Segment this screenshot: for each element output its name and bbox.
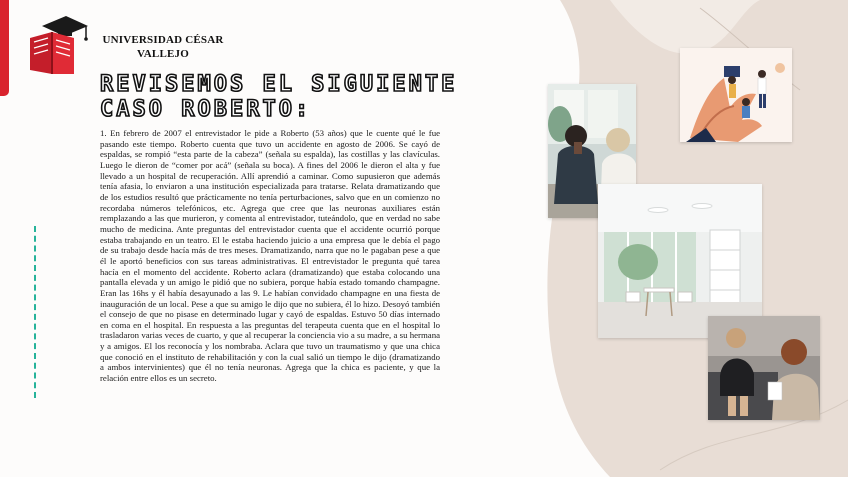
title-line2: CASO ROBERTO: — [100, 97, 312, 122]
clinic-room-photo-icon — [598, 184, 762, 338]
dashed-divider — [34, 226, 36, 398]
title-line1: REVISEMOS EL SIGUIENTE — [100, 72, 458, 97]
university-name-line1: UNIVERSIDAD CÉSAR — [102, 34, 224, 46]
university-name — [98, 33, 228, 61]
case-text: 1. En febrero de 2007 el entrevistador le pide a Roberto (53 años) que le cuente qué le fue pasando este tiempo. Roberto cuenta que tuvo un accidente en agosto de 2006. Se cayó de espaldas, se rompió “esta parte de la cabeza” (señala su espalda), las costillas y las clavículas. Luego le dieron de “comer por acá” (señala su boca). A fines del 2006 le dieron el alta y fue llevado a un hospital de recuperación. Allí aprendió a caminar. Como supusieron que además tenía afasia, lo enviaron a una institución especializada para tratarse. Relata dramatizando que de los estudios resultó que prácticamente no tenía perturbaciones, salvo que en un comienzo no recordaba números telefónicos, etc. Agrega que cree que las neuronas auxiliares están remplazando a las que murieron, y comenta al entrevistador, tuteándolo, que en verdad no sabe mucho de medicina. Ante preguntas del entrevistador cuenta que el accidente ocurrió porque estaba trabajando en un teatro. El le estaba haciendo juicio a una empresa que le debía el pago de su trabajo desde hacía más de tres meses. Dramatizando, narra que no le pagaban pese a que él le aportó beneficios con sus tareas administrativas. El entrevistador le pregunta qué tarea hacía en el momento del accidente. Roberto aclara (dramatizando) que estaba colocando una pantalla elevada y un amigo le pidió que no subiera, porque había estado tomando champagne. Eran las 16hs y él había desayunado a las 9. Le habían convidado champagne en una fiesta de inauguración de un local. Pese a que su amigo le dijo que no subiera, él lo hizo. Desoyó también el consejo de que no pisase en determinado lugar y cayó de espaldas. Estuvo 50 días internado en coma en el hospital. En respuesta a las preguntas del terapeuta cuenta que en el hospital lo trasladaron varias veces de cuarto, y que al recuperar la conciencia vio a su madre, a su hermana y a amigos. El los reconocía y los nombraba. Aclara que tuvo un traumatismo y que una chica que conoció en el instituto de rehabilitación y con la cual salió un tiempo le dijo (dramatizando a ambos intervinientes) que él no tenía neuronas. Agrega que la chica es paciente, y que la relación entre ellos es un secreto. — [100, 128, 440, 384]
university-name-line2: VALLEJO — [137, 48, 189, 60]
hands-illustration-icon — [680, 48, 792, 142]
counseling-photo-icon — [708, 316, 820, 420]
university-logo-icon — [28, 12, 90, 78]
red-accent-bar — [0, 0, 9, 96]
page-title — [100, 72, 520, 122]
